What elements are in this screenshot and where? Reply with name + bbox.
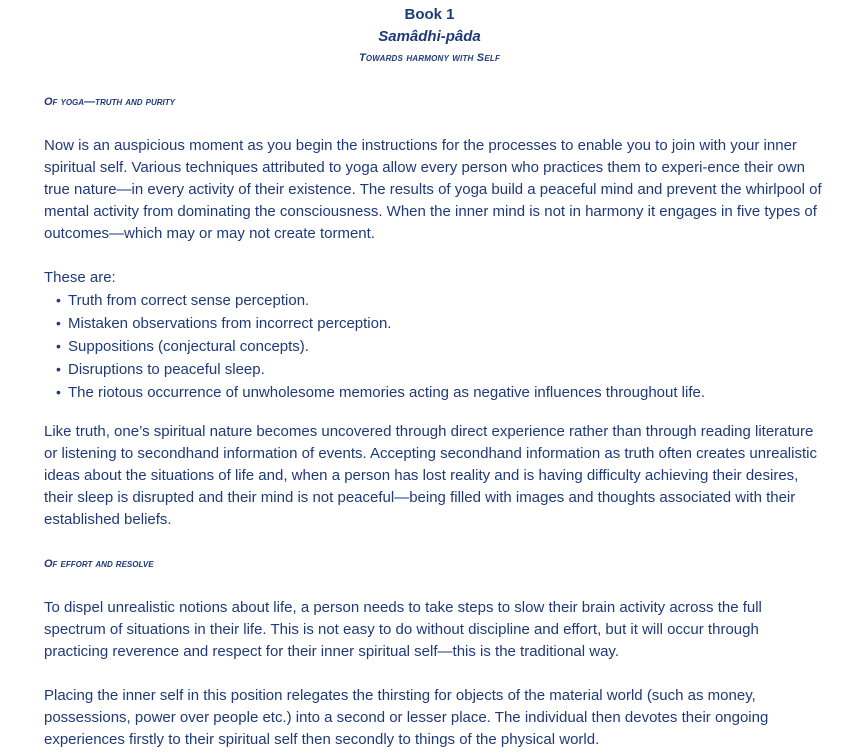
outcomes-list bbox=[56, 289, 705, 404]
paragraph-truth: Like truth, one’s spiritual nature becomes uncovered through direct experience rather than through reading literature or listening to secondhand information of events. Accepting secondhand information as truth often creates unrealistic ideas about the situations of life and, when a person has lost reality and is having difficulty achieving their desires, their sleep is disrupted and their mind is not peaceful—being filled with images and thoughts associated with their established beliefs. bbox=[44, 423, 817, 528]
list-item: • Mistaken observations from incorrect perception. bbox=[56, 312, 705, 335]
chapter-subtitle: Samâdhi-pâda bbox=[378, 28, 481, 45]
paragraph-placing: Placing the inner self in this position relegates the thirsting for objects of the material world (such as money, possessions, power over people etc.) into a second or lesser place. The individual then devotes their ongoing experiences firstly to their spiritual self then secondly to things of the physical world. bbox=[44, 687, 769, 748]
paragraph-intro: Now is an auspicious moment as you begin the instructions for the processes to enable you to join with your inner spiritual self. Various techniques attributed to yoga allow every person who practices them to experi-ence their own true nature—in every activity of their existence. The results of yoga build a peaceful mind and prevent the whirlpool of mental activity from dominating the consciousness. When the inner mind is not in harmony it engages in five types of outcomes—which may or may not create torment. bbox=[44, 137, 822, 242]
list-item: • Disruptions to peaceful sleep. bbox=[56, 358, 705, 381]
chapter-tagline: Towards harmony with Self bbox=[358, 52, 501, 64]
list-item: • Suppositions (conjectural concepts). bbox=[56, 335, 705, 358]
list-item: • Truth from correct sense perception. bbox=[56, 289, 705, 312]
section-heading-yoga: Of yoga—truth and purity bbox=[44, 96, 175, 108]
book-title: Book 1 bbox=[404, 6, 455, 23]
list-intro: These are: bbox=[44, 269, 116, 286]
section-heading-effort: Of effort and resolve bbox=[44, 558, 154, 570]
paragraph-effort: To dispel unrealistic notions about life, a person needs to take steps to slow their brain activity across the full spectrum of situations in their life. This is not easy to do without discipline and effort, but it will occur through practicing reverence and respect for their inner spiritual self—this is the traditional way. bbox=[44, 599, 762, 660]
list-item: • The riotous occurrence of unwholesome memories acting as negative influences throughout life. bbox=[56, 381, 705, 404]
